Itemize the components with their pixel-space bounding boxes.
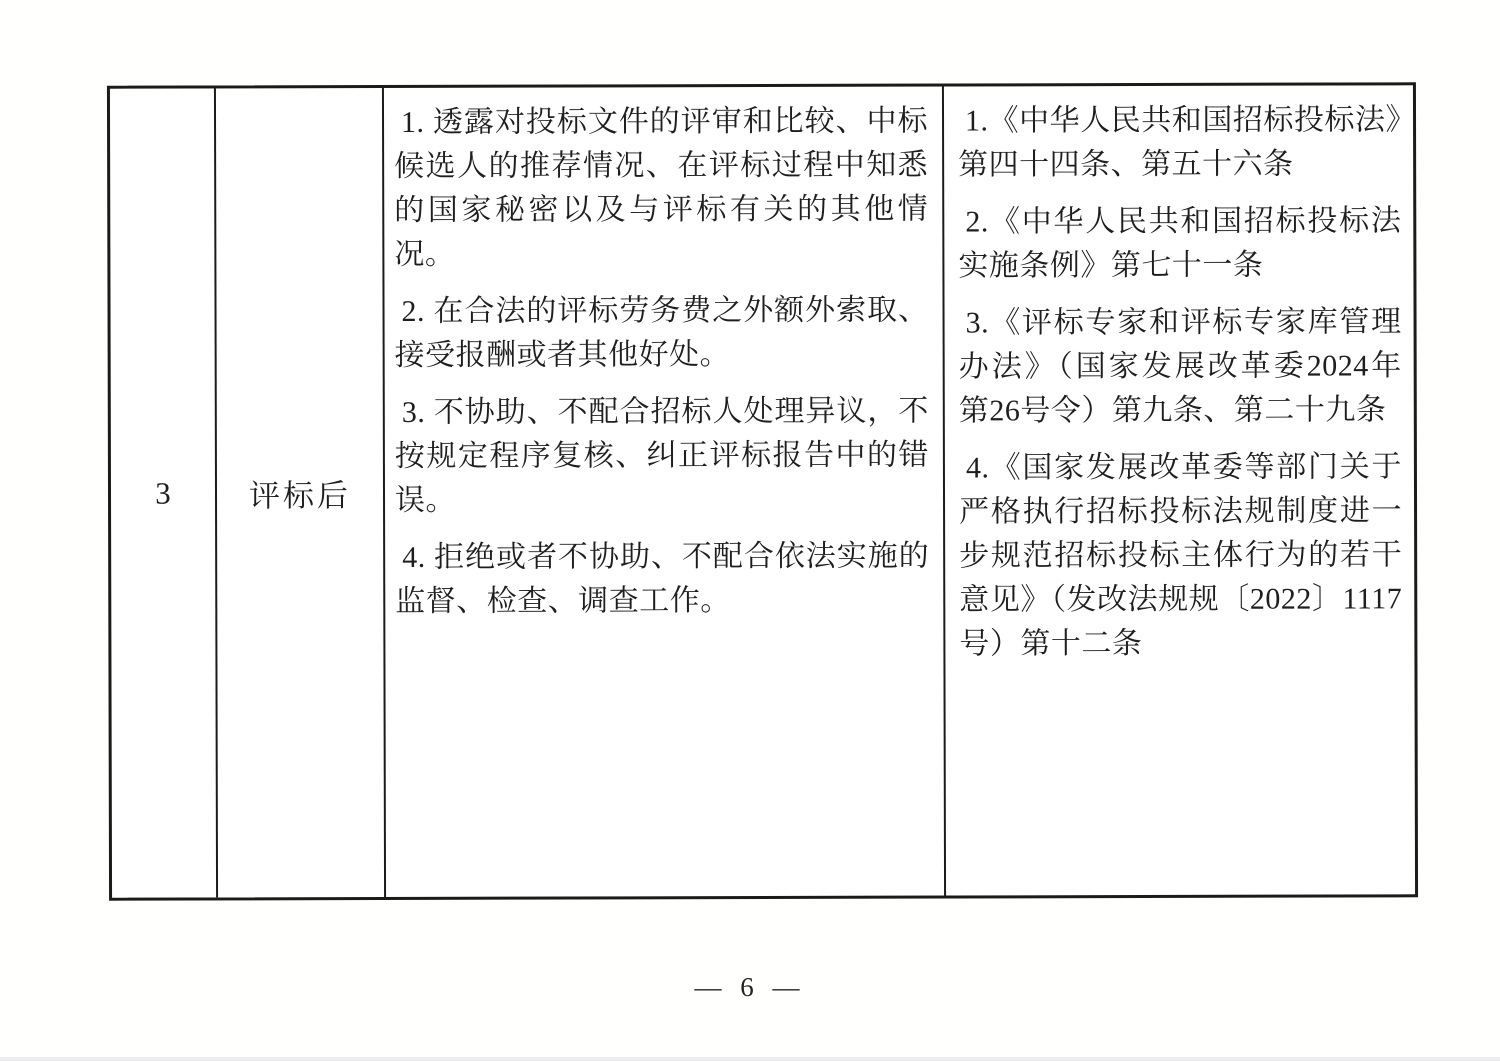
row-index: 3 bbox=[155, 475, 171, 511]
legal-basis-cell bbox=[944, 85, 1415, 895]
legal-basis-item: 3.《评标专家和评标专家库管理办法》（国家发展改革委2024年第26号令）第九条、第二十九条 bbox=[958, 305, 1402, 428]
violations-table bbox=[107, 82, 1418, 900]
page-number: — 6 — bbox=[694, 972, 806, 1002]
violation-item: 2. 在合法的评标劳务费之外额外索取、接受报酬或者其他好处。 bbox=[394, 293, 929, 372]
violation-item: 1. 透露对投标文件的评审和比较、中标候选人的推荐情况、在评标过程中知悉的国家秘密以及与评标有关的其他情况。 bbox=[394, 104, 929, 271]
row-index-cell bbox=[110, 88, 218, 897]
violation-item: 3. 不协助、不配合招标人处理异议，不按规定程序复核、纠正评标报告中的错误。 bbox=[394, 394, 929, 517]
legal-basis-item: 2.《中华人民共和国招标投标法实施条例》第七十一条 bbox=[958, 204, 1402, 283]
legal-basis-item: 1.《中华人民共和国招标投标法》第四十四条、第五十六条 bbox=[958, 103, 1402, 182]
stage-cell bbox=[216, 88, 386, 897]
legal-basis-item: 4.《国家发展改革委等部门关于严格执行招标投标法规制度进一步规范招标投标主体行为的若干意见》（发改法规规〔2022〕1117号）第十二条 bbox=[959, 450, 1403, 661]
violation-item: 4. 拒绝或者不协助、不配合依法实施的监督、检查、调查工作。 bbox=[395, 539, 930, 618]
stage-label: 评标后 bbox=[248, 478, 352, 514]
violations-cell bbox=[384, 87, 946, 897]
scan-edge-artifact bbox=[0, 1057, 1500, 1061]
